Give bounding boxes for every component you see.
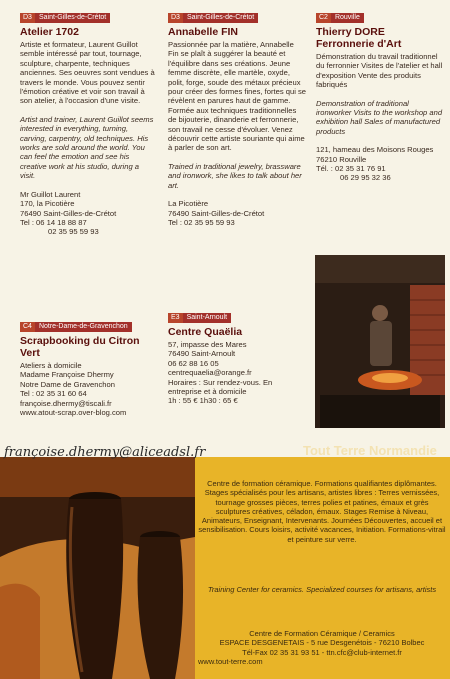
location-tag: E3 Saint-Arnoult (168, 313, 231, 323)
website-link[interactable]: www.atout-scrap.over-blog.com (20, 408, 127, 418)
listing-annabelle-fin (168, 12, 306, 227)
listing-atelier-1702 (20, 12, 155, 237)
listing-title: Thierry DORE Ferronnerie d'Art (316, 26, 402, 50)
listing-title: Centre Quaëlia (168, 326, 243, 338)
listing-thierry-dore (316, 12, 444, 183)
listing-title: Atelier 1702 (20, 26, 79, 38)
forge-illustration (315, 255, 445, 428)
banner-address: Centre de Formation Céramique / Ceramics ESPACE DESGENETAIS - 5 rue Desgenétois - 76210 Bolbec Tél-Fax 02 35 31 93 51 - ttn.cfc@club-internet.fr www.tout-terre.com (198, 629, 446, 666)
banner-description-fr: Centre de formation céramique. Formations qualifiantes diplômantes. Stages spécialisés pour les artisans, artistes libres : Terres vernissées, tournage grosses pièces, terres polies et patines, émaux et grès sculptures créatives, céladon, émaux. Stages Remise à Niveau, Animateurs, Enseignant, Intervenants. Journées Découvertes, accueil et sensibilisation. Cours loisirs, activité vacances, Initiation. Formations-vitrail et peinture sur verre. (198, 479, 446, 544)
email-link[interactable]: françoise.dhermy@tiscali.fr (20, 398, 112, 408)
address-block: Mr Guillot Laurent 170, la Picotière 76490 Saint-Gilles-de-Crétot Tel : 06 14 18 88 87 02 35 95 59 93 (20, 189, 117, 237)
banner-title: Tout Terre Normandie (303, 443, 437, 458)
tout-terre-banner (0, 437, 450, 679)
contact-email[interactable]: Tél-Fax 02 35 31 93 51 - ttn.cfc@club-internet.fr (242, 647, 402, 657)
description-en: Demonstration of traditional ironworker Visits to the workshop and exhibition hall Sales of manufactured products (316, 98, 443, 136)
address-block: 121, hameau des Moisons Rouges 76210 Rouville Tél. : 02 35 31 76 91 06 29 95 32 36 (316, 145, 434, 183)
location-tag: C4 Notre-Dame-de-Gravenchon (20, 322, 132, 332)
description-en: Artist and trainer, Laurent Guillot seems interested in everything, turning, carving, carpentry, old techniques. His works are sold around the world. You can feel the emotion and see his creative work at his studio, during a visit. (20, 114, 154, 181)
listing-title: Scrapbooking du Citron Vert (20, 335, 140, 359)
banner-description-en: Training Center for ceramics. Specialized courses for artisans, artists (207, 585, 437, 594)
location-tag: C2 Rouville (316, 13, 364, 23)
listing-centre-quaelia: E3 Saint-Arnoult Centre Quaëlia 57, impasse des Mares 76490 Saint-Arnoult 06 62 88 16 05 centrequaelia@orange.fr Horaires : Sur rendez-vous. En entreprise et à domicile 1h : 55 € 1h30 : 65 € (168, 312, 308, 406)
handwritten-email: françoise.dhermy@aliceadsl.fr (4, 445, 206, 460)
description-fr: Démonstration du travail traditionnel du ferronnier Visites de l'atelier et hall d'exposition Vente des produits fabriqués (316, 52, 443, 90)
location-tag: D3 Saint-Gilles-de-Crétot (20, 13, 110, 23)
address-block: La Picotière 76490 Saint-Gilles-de-Crétot Tel : 02 35 95 59 93 (168, 199, 265, 227)
listing-scrapbooking: C4 Notre-Dame-de-Gravenchon Scrapbooking du Citron Vert Ateliers à domicile Madame Françoise Dhermy Notre Dame de Gravenchon Tel : 02 35 31 60 64 françoise.dhermy@tiscali.fr www.atout-scrap.over-blog.com (20, 321, 160, 417)
description-en: Trained in traditional jewelry, brassware and ironwork, she likes to talk about her art. (168, 161, 302, 190)
listing-title: Annabelle FIN (168, 26, 239, 38)
website-link[interactable]: www.tout-terre.com (198, 656, 263, 666)
description-fr: Artiste et formateur, Laurent Guillot semble intéressé par tout, tournage, sculpture, charpente, techniques anciennes. Ses oeuvres sont vendues à travers le monde. Vous pouvez sentir l'émotion créative et voir son travail à son atelier, à l'occasion d'une visite. (20, 40, 155, 106)
email-link[interactable]: centrequaelia@orange.fr (168, 368, 252, 378)
description-fr: Passionnée par la matière, Annabelle Fin se plaît à suggérer la beauté et l'équilibre dans ses créations. Jeune femme discrète, elle martèle, oxyde, polit, forge, soude des métaux précieux pour créer des formes fines, fortes qui se révèlent en parures haut de gamme. Formée aux techniques traditionnelles de bijouterie, dinanderie et ferronnerie, son travail ne cesse d'évoluer. Venez découvrir cette artiste souriante qui aime à parler de son art. (168, 40, 307, 153)
forge-photo (315, 255, 445, 428)
location-tag: D3 Saint-Gilles-de-Crétot (168, 13, 258, 23)
